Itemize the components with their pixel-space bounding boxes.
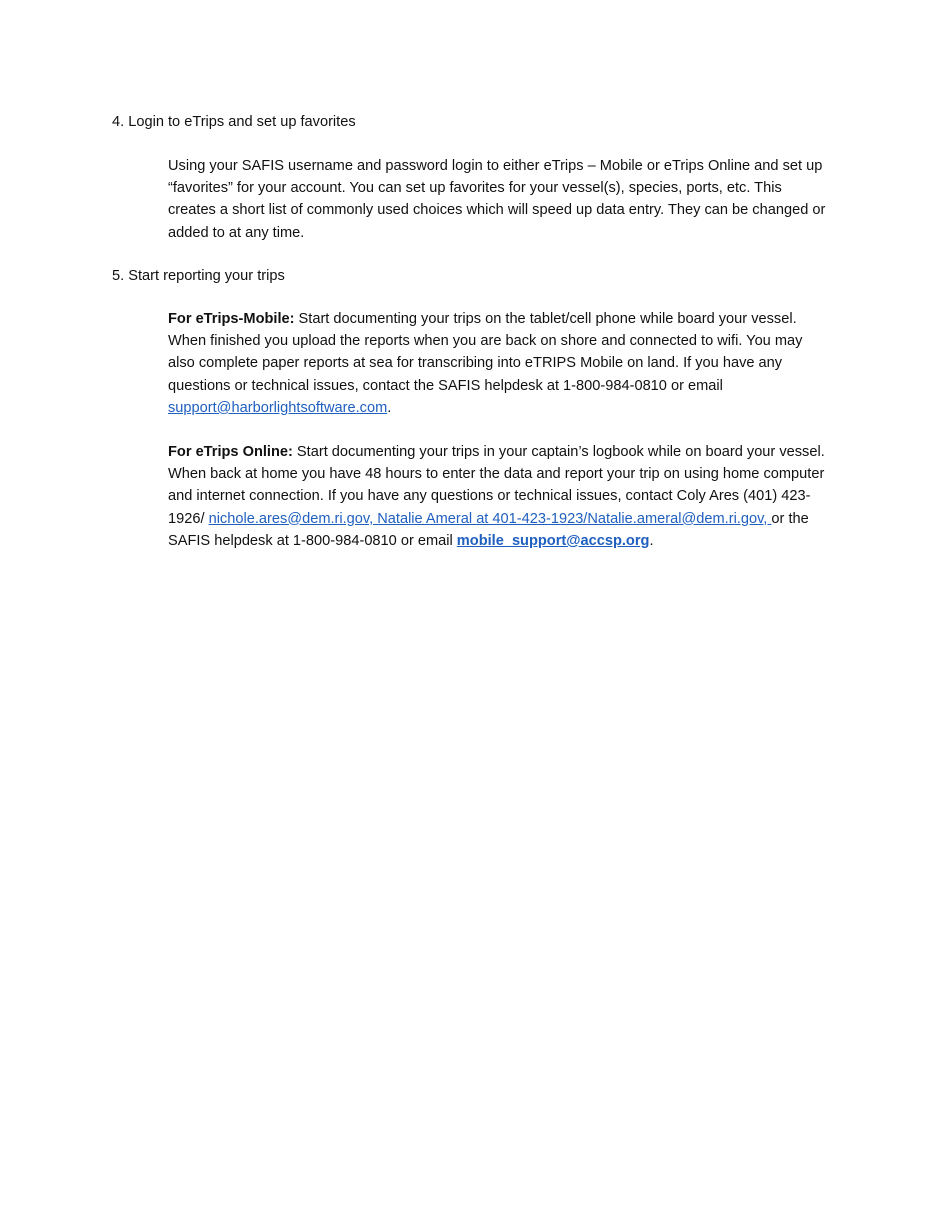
etrips-online-middle: or the SAFIS helpdesk at 1-800-984-0810 or email bbox=[168, 510, 809, 549]
accsp-support-email-link[interactable]: mobile_support@accsp.org bbox=[456, 532, 650, 549]
section-4-heading: 4. Login to eTrips and set up favorites bbox=[112, 114, 356, 130]
section-5-heading: 5. Start reporting your trips bbox=[112, 268, 285, 284]
dem-contacts-email-link[interactable]: nichole.ares@dem.ri.gov, Natalie Ameral at 401-423-1923/Natalie.ameral@dem.ri.gov, bbox=[208, 510, 772, 527]
etrips-online-label: For eTrips Online: bbox=[168, 444, 293, 460]
etrips-mobile-label: For eTrips-Mobile: bbox=[168, 311, 295, 327]
etrips-mobile-paragraph bbox=[168, 308, 833, 419]
etrips-mobile-end: . bbox=[387, 399, 392, 416]
etrips-online-text: Start documenting your trips in your captain’s logbook while on board your vessel. When back at home you have 48 hours to enter the data and report your trip on using home computer and internet connection. If you have any questions or technical issues, contact Coly Ares (401) 423-1926/ bbox=[168, 444, 825, 527]
harborlight-support-email-link[interactable]: support@harborlightsoftware.com bbox=[168, 399, 388, 416]
etrips-online-paragraph bbox=[168, 441, 833, 552]
section-4-body: Using your SAFIS username and password login to either eTrips – Mobile or eTrips Online and set up “favorites” for your account. You can set up favorites for your vessel(s), species, ports, etc. This creates a short list of commonly used choices which will speed up data entry. They can be changed or added to at any time. bbox=[168, 158, 826, 241]
etrips-online-end: . bbox=[649, 532, 654, 549]
etrips-mobile-text: Start documenting your trips on the tablet/cell phone while board your vessel. When finished you upload the reports when you are back on shore and connected to wifi. You may also complete paper reports at sea for transcribing into eTRIPS Mobile on land. If you have any questions or technical issues, contact the SAFIS helpdesk at 1-800-984-0810 or email bbox=[168, 311, 803, 394]
